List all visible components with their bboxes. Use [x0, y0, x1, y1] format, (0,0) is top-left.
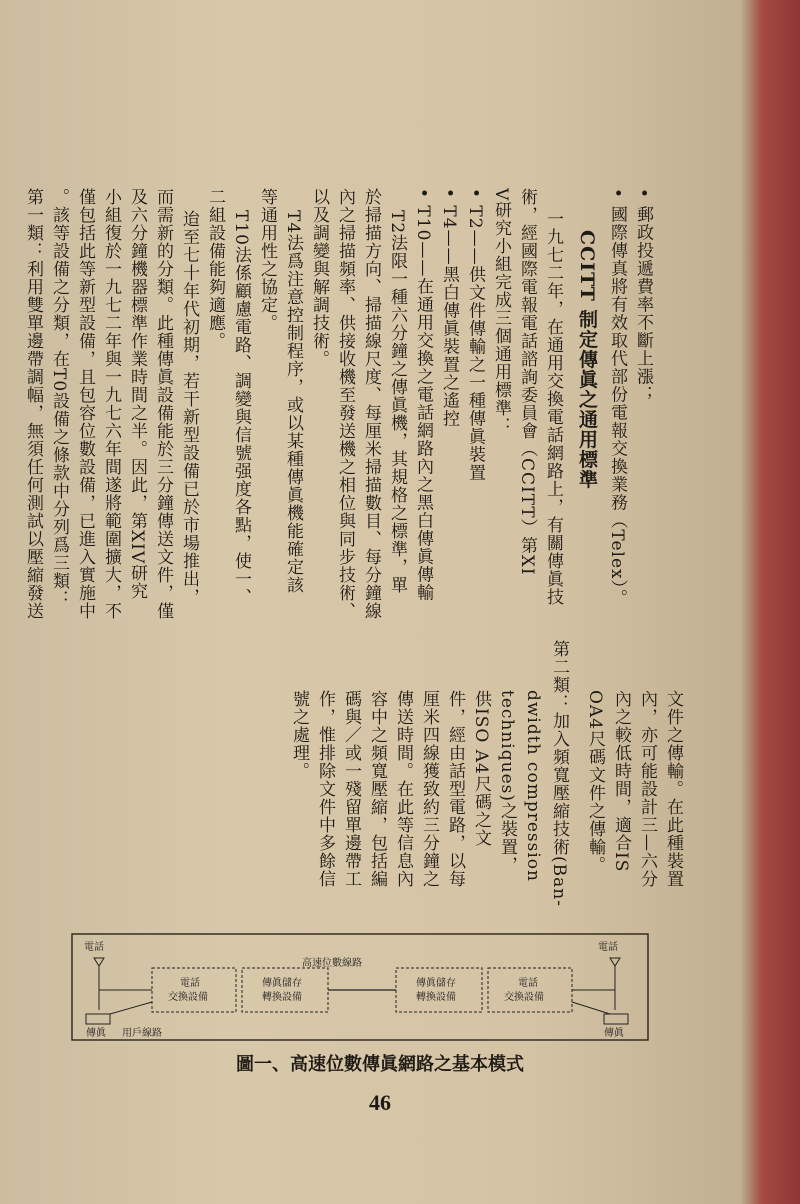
phone-right-label: 電話: [598, 942, 618, 953]
exchange-right-box: [488, 968, 572, 1012]
text-column-r2: 內，亦可能設計三—六分: [637, 690, 657, 888]
text-column-14: 等通用性之協定。: [257, 188, 277, 332]
user-line-label: 用戶線路: [122, 1028, 162, 1039]
text-column-r4: OA4尺碼文件之傳輸。: [585, 690, 605, 875]
text-column-17: 迨至七十年代初期，若干新型設備已於市場推出，: [179, 210, 199, 606]
text-column-6: • T2——供文件傳輸之一種傳眞裝置: [465, 188, 485, 482]
fax-right-label: 傳眞: [604, 1028, 624, 1039]
text-column-21: 僅包括此等新型設備，且包容位數設備，已進入實施中: [75, 188, 95, 620]
exchange-right-label-2: 交換設備: [504, 992, 544, 1003]
text-column-r6: dwidth compression: [523, 690, 543, 882]
fax-left-icon: [86, 1014, 110, 1024]
text-column-18: 而需新的分類。此種傳眞設備能於三分鐘傳送文件，僅: [153, 188, 173, 620]
text-column-22: 。該等設備之分類，在T0設備之條款中分列爲三類：: [49, 188, 69, 609]
text-column-9: T2法限一種六分鐘之傳眞機，其規格之標準，單: [387, 210, 407, 595]
text-column-r15: 號之處理。: [289, 690, 309, 780]
text-column-20: 小組復於一九七二年與一九七六年間遂將範圍擴大，不: [101, 188, 121, 620]
book-spine: [742, 0, 800, 1204]
link-label: 高速位數線路: [302, 958, 362, 969]
text-column-r5: 第二類：加入頻寬壓縮技術(Ban-: [549, 640, 569, 907]
store-left-label-1: 傳眞儲存: [262, 978, 302, 989]
store-right-label-1: 傳眞儲存: [416, 978, 456, 989]
text-column-19: 及六分鐘機器標準作業時間之半。因此，第XIV研究: [127, 188, 147, 601]
network-diagram: [70, 932, 650, 1047]
text-column-5: V研究小組完成三個通用標準：: [491, 188, 511, 436]
text-column-r13: 碼與／或一殘留單邊帶工: [341, 690, 361, 888]
text-column-r1: 文件之傳輸。在此種裝置: [663, 690, 683, 888]
text-column-1: • 郵政投遞費率不斷上漲；: [633, 188, 653, 404]
text-column-10: 於掃描方向、掃描線尺度、每厘米掃描數目、每分鐘線: [361, 188, 381, 620]
text-column-r3: 內之較低時間，適合IS: [611, 690, 631, 873]
text-column-r14: 作，惟排除文件中多餘信: [315, 690, 335, 888]
phone-left-label: 電話: [84, 942, 104, 953]
text-column-15: T10法係顧慮電路、調變與信號强度各點，使一、: [231, 210, 251, 606]
exchange-left-label-1: 電話: [180, 978, 200, 989]
text-column-13: T4法爲注意控制程序，或以某種傳眞機能確定該: [283, 210, 303, 595]
text-column-4: 術，經國際電報電話諮詢委員會（CCITT）第XI: [517, 188, 537, 576]
fax-right-icon: [604, 1014, 628, 1024]
text-column-r8: 供ISO A4尺碼之文: [471, 690, 491, 847]
text-column-8: • T10——在通用交換之電話網路內之黑白傳眞傳輸: [413, 188, 433, 602]
phone-right-icon: [610, 958, 620, 966]
figure-caption: 圖一、高速位數傳眞網路之基本模式: [236, 1054, 524, 1075]
text-column-11: 內之掃描頻率、供接收機至發送機之相位與同步技術、: [335, 188, 355, 620]
text-column-r10: 厘米四線獲致約三分鐘之: [419, 690, 439, 888]
text-column-2: • 國際傳真將有效取代部份電報交換業務（Telex）。: [607, 188, 627, 608]
text-column-r11: 傳送時間。在此等信息內: [393, 690, 413, 888]
text-column-12: 以及調變與解調技術。: [309, 188, 329, 368]
text-column-r7: techniques)之裝置，: [497, 690, 517, 874]
exchange-right-label-1: 電話: [518, 978, 538, 989]
page-number: 46: [369, 1090, 391, 1115]
text-column-r12: 容中之頻寬壓縮，包括編: [367, 690, 387, 888]
exchange-left-label-2: 交換設備: [168, 992, 208, 1003]
store-left-box: [242, 968, 328, 1012]
text-column-23: 第一類：利用雙單邊帶調幅，無須任何測試以壓縮發送: [23, 188, 43, 620]
phone-left-icon: [94, 958, 104, 966]
text-column-3: 一九七二年，在通用交換電話網路上，有關傳眞技: [543, 210, 563, 606]
fax-left-label: 傳眞: [86, 1028, 106, 1039]
text-column-7: • T4——黑白傳眞裝置之遙控: [439, 188, 459, 428]
store-left-label-2: 轉換設備: [262, 992, 302, 1003]
text-column-16: 二組設備能夠適應。: [205, 188, 225, 350]
store-right-label-2: 轉換設備: [416, 992, 456, 1003]
section-heading-ccitt: CCITT 制定傳眞之通用標準: [576, 230, 598, 490]
exchange-left-box: [152, 968, 236, 1012]
text-column-r9: 件，經由話型電路，以每: [445, 690, 465, 888]
store-right-box: [396, 968, 482, 1012]
